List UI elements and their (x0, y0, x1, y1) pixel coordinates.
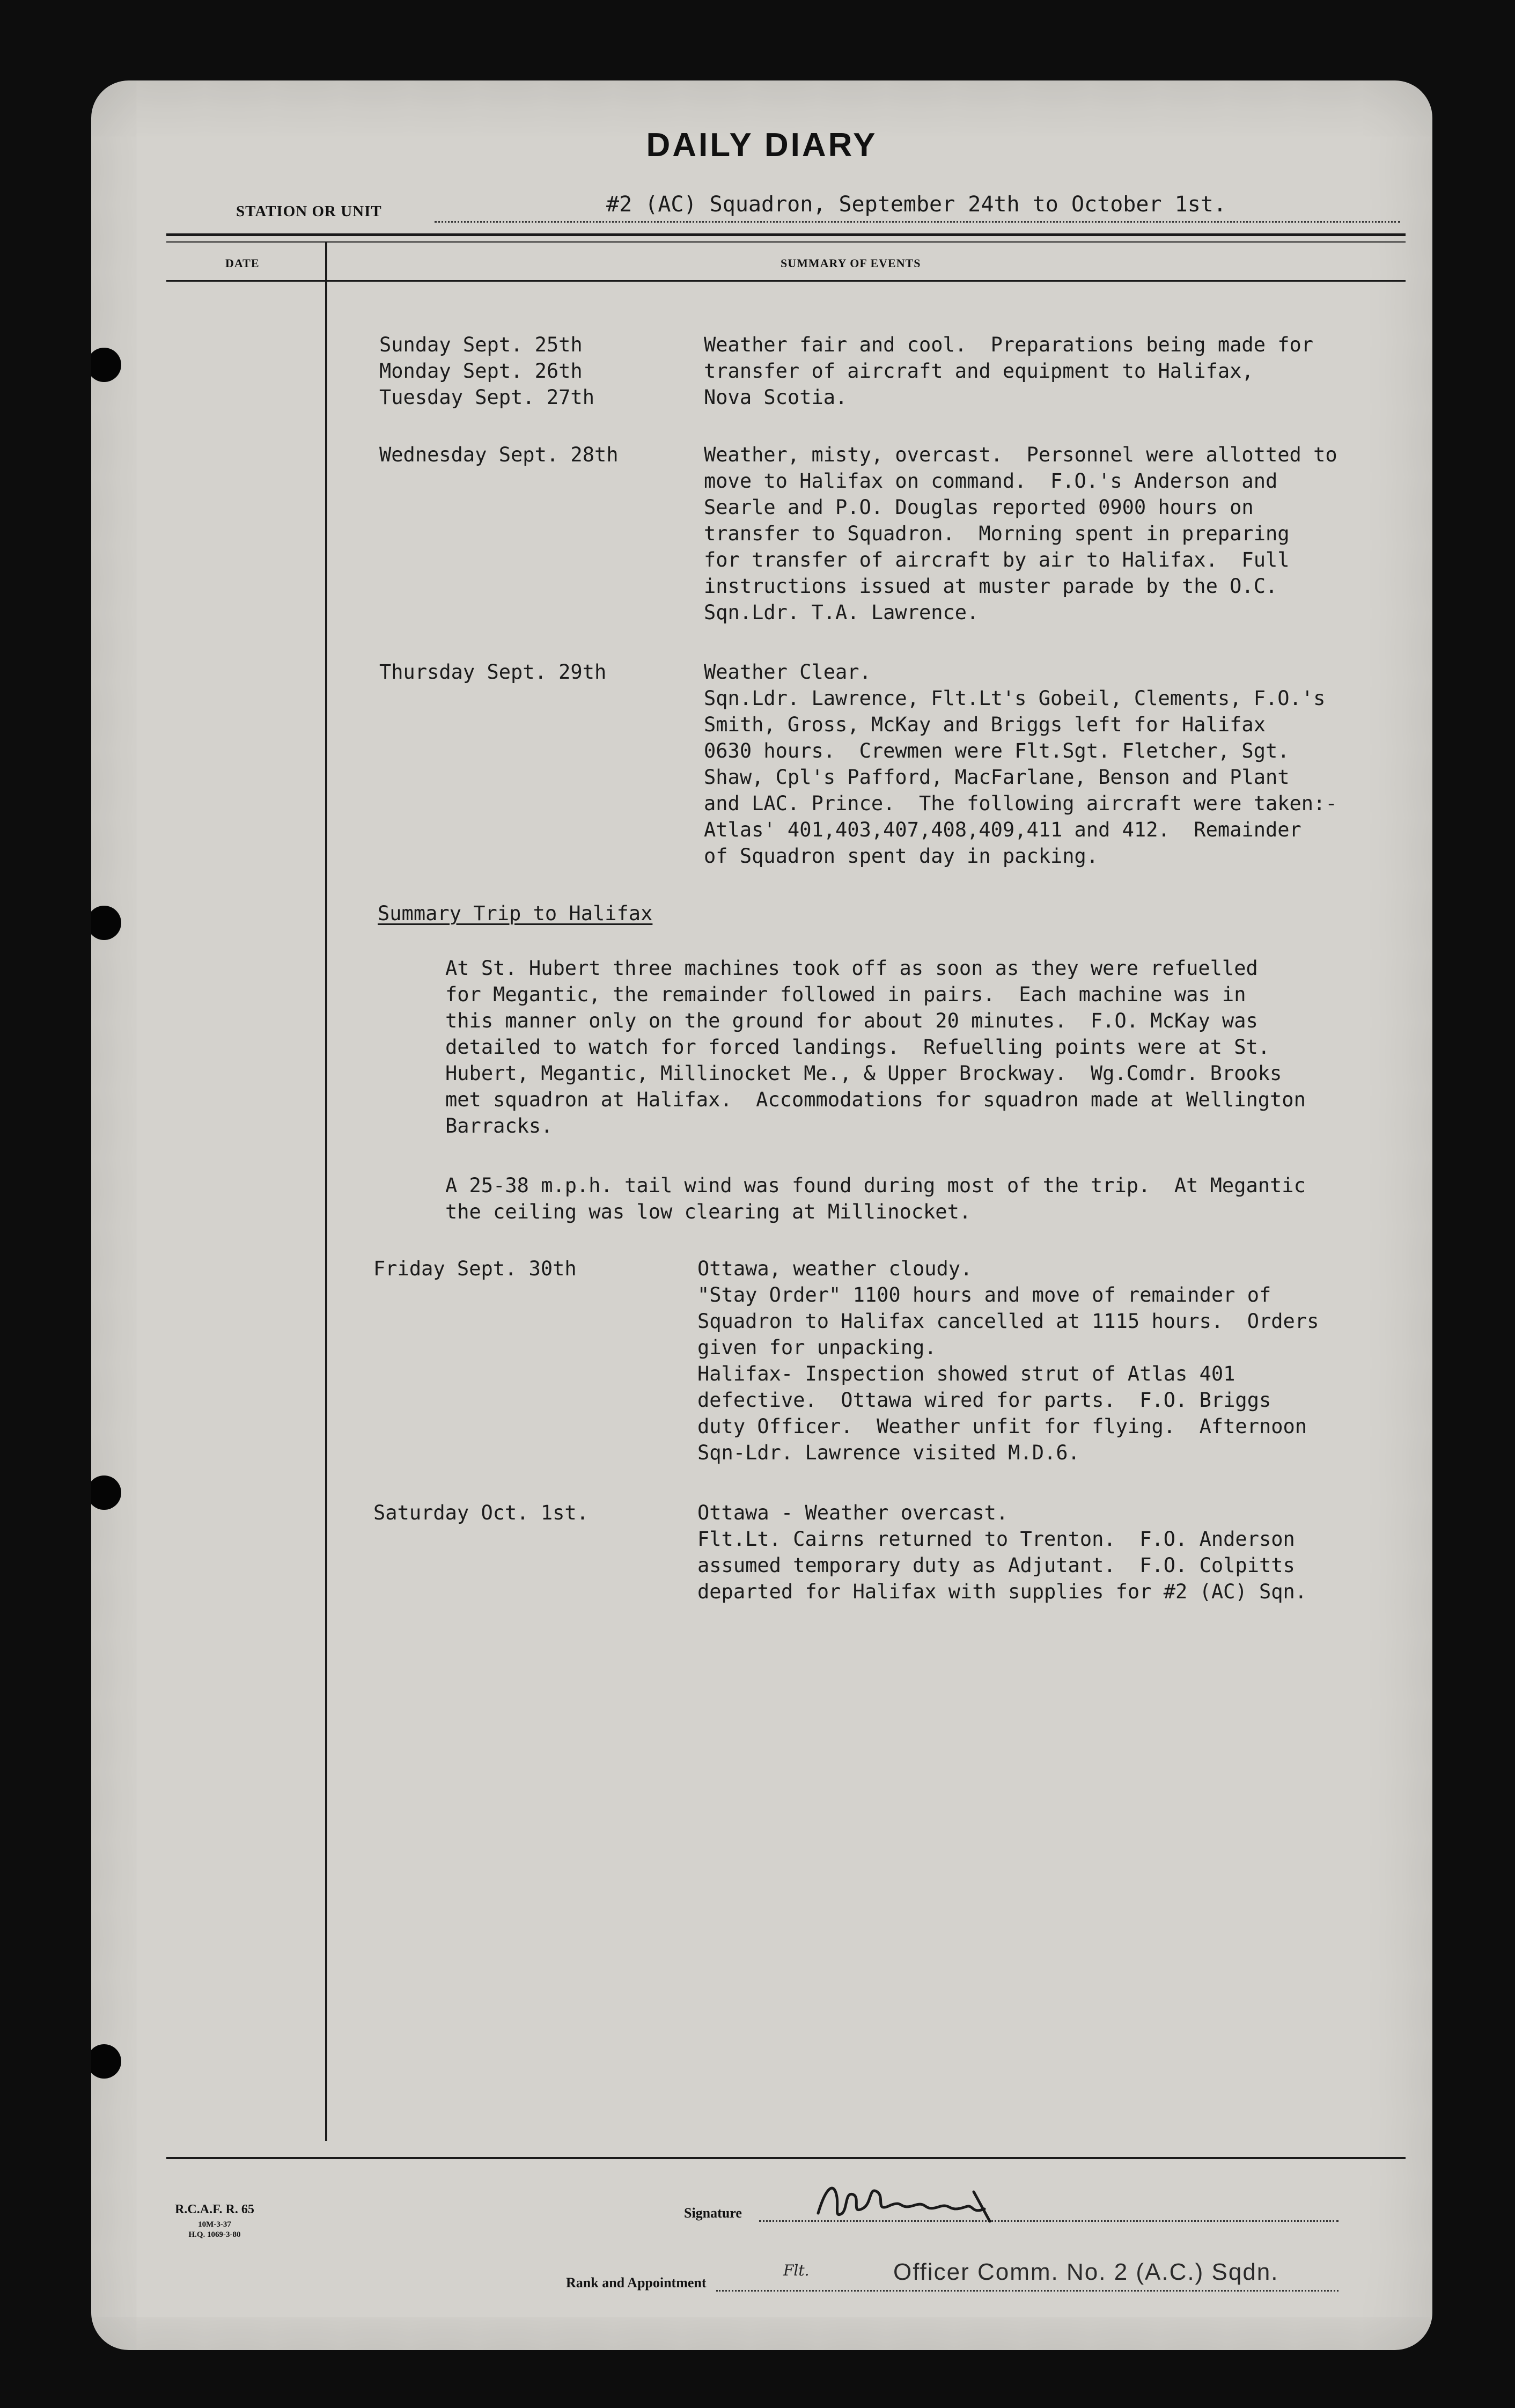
binder-hole (91, 348, 121, 382)
station-label: STATION OR UNIT (236, 203, 382, 220)
entry-text-oct-1: Ottawa - Weather overcast. Flt.Lt. Cairns returned to Trenton. F.O. Anderson assumed temporary duty as Adjutant. F.O. Colpitts departed for Halifax with supplies for #2 (AC) Sqn. (697, 1501, 1307, 1603)
handwritten-signature (813, 2176, 1038, 2227)
binder-hole (91, 2044, 121, 2079)
date-column-heading: DATE (225, 256, 260, 270)
form-code-main: R.C.A.F. R. 65 (175, 2203, 254, 2216)
form-code (161, 2203, 268, 2240)
footer-rule (166, 2157, 1406, 2159)
entry-date-sep-29: Thursday Sept. 29th (379, 660, 607, 684)
column-heading-rule (166, 280, 1406, 282)
entry-text-sep-29: Weather Clear. Sqn.Ldr. Lawrence, Flt.Lt's Gobeil, Clements, F.O.'s Smith, Gross, McKay and Briggs left for Halifax 0630 hours. Crewmen were Flt.Sgt. Fletcher, Sgt. Shaw, Cpl's Pafford, MacFarlane, Benson and Plant and LAC. Prince. The following aircraft were taken:- Atlas' 401,403,407,408,409,411 and 412. Remainder of Squadron spent day in packing. (704, 660, 1337, 868)
entry-text-sep-30: Ottawa, weather cloudy. "Stay Order" 1100 hours and move of remainder of Squadron to Halifax cancelled at 1115 hours. Orders given for unpacking. Halifax- Inspection showed strut of Atlas 401 defective. Ottawa wired for parts. F.O. Briggs duty Officer. Weather unfit for flying. Afternoon Sqn-Ldr. Lawrence visited M.D.6. (697, 1257, 1319, 1464)
entry-date-oct-1: Saturday Oct. 1st. (373, 1501, 589, 1524)
station-dotted-line (435, 221, 1400, 223)
rank-label: Rank and Appointment (566, 2275, 707, 2290)
signature-label: Signature (684, 2205, 742, 2221)
trip-summary-paragraph-1: At St. Hubert three machines took off as soon as they were refuelled for Megantic, the remainder followed in pairs. Each machine was in this manner only on the ground for about 20 minutes. F.O. McKay was detailed to watch for forced landings. Refuelling points were at St. Hubert, Megantic, Millinocket Me., & Upper Brockway. Wg.Comdr. Brooks met squadron at Halifax. Accommodations for squadron made at Wellington Barracks. (445, 957, 1306, 1137)
entry-text-sep-28: Weather, misty, overcast. Personnel were allotted to move to Halifax on command. F.O.'s Anderson and Searle and P.O. Douglas reported 0900 hours on transfer to Squadron. Morning spent in preparing for transfer of aircraft by air to Halifax. Full instructions issued at muster parade by the O.C. Sqn.Ldr. T.A. Lawrence. (704, 443, 1337, 624)
trip-summary-paragraph-2: A 25-38 m.p.h. tail wind was found during most of the trip. At Megantic the ceiling was low clearing at Millinocket. (445, 1174, 1306, 1223)
diary-page (91, 80, 1432, 2350)
entry-text-sep-25-27: Weather fair and cool. Preparations being made for transfer of aircraft and equipment to Halifax, Nova Scotia. (704, 333, 1314, 409)
header-rule-thin (166, 241, 1406, 243)
binder-hole (91, 906, 121, 940)
trip-summary-heading: Summary Trip to Halifax (378, 902, 653, 925)
date-column-divider (325, 241, 327, 2141)
entry-date-sep-28: Wednesday Sept. 28th (379, 443, 619, 466)
entry-date-sep-30: Friday Sept. 30th (373, 1257, 577, 1280)
rank-stamp: Officer Comm. No. 2 (A.C.) Sqdn. (893, 2259, 1279, 2285)
header-rule (166, 233, 1406, 236)
rank-dotted-line (716, 2290, 1339, 2292)
rank-handwritten: Flt. (783, 2262, 810, 2279)
summary-column-heading: SUMMARY OF EVENTS (781, 256, 921, 270)
form-code-sub1: 10M-3-37 (198, 2220, 231, 2229)
page-title: DAILY DIARY (646, 127, 878, 164)
station-value: #2 (AC) Squadron, September 24th to October 1st. (606, 192, 1226, 217)
binder-hole (91, 1475, 121, 1510)
form-code-sub2: H.Q. 1069-3-80 (188, 2230, 241, 2239)
entry-date-sep-25-27: Sunday Sept. 25th Monday Sept. 26th Tuesday Sept. 27th (379, 333, 594, 409)
